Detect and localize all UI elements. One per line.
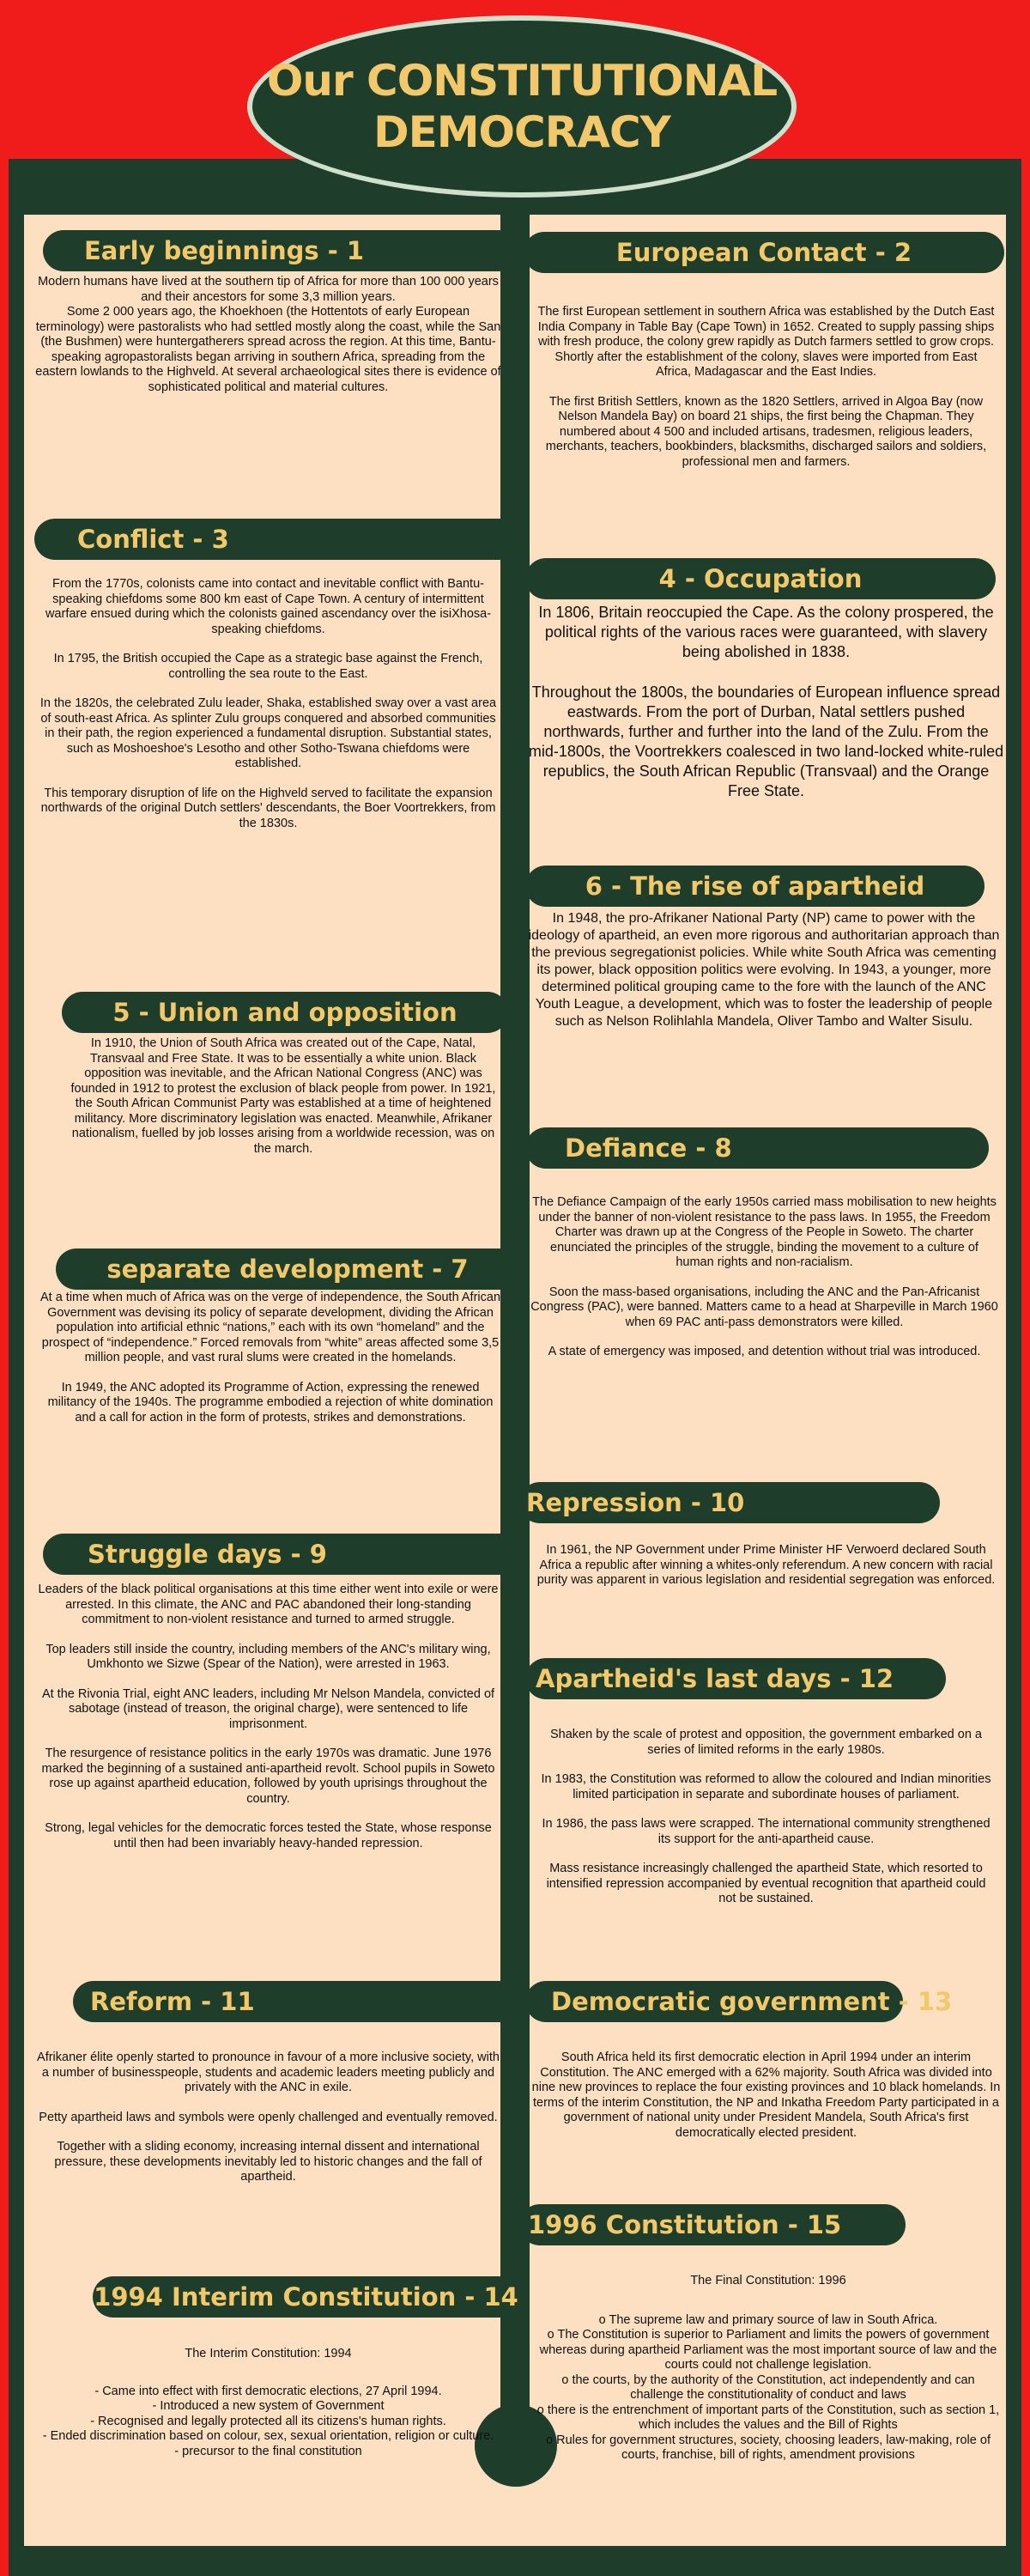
paragraph: In 1961, the NP Government under Prime Minister HF Verwoerd declared South Africa a republic after winning a whites-only referendum. A new concern with racial purity was apparent in various legislation and residential segregation was enforced. [536, 1543, 996, 1587]
paragraph: In 1910, the Union of South Africa was created out of the Cape, Natal, Transvaal and Free State. It was to be essentially a white union. Black opposition was inevitable, and the African National Congress (ANC) was founded in 1912 to protest the exclusion of black people from power. In 1921, the South African Communist Party was established at a time of heightened militancy. More discriminatory legislation was enacted. Meanwhile, Afrikaner nationalism, fuelled by job losses arising from a worldwide recession, was on the march. [70, 1036, 496, 1156]
paragraph: The Defiance Campaign of the early 1950s carried mass mobilisation to new heights under the banner of non-violent resistance to the pass laws. In 1955, the Freedom Charter was drawn up at the Congress of the People in Soweto. The charter enunciated the principles of the struggle, binding the movement to a culture of human rights and non-racialism. [532, 1195, 997, 1269]
paragraph: The first European settlement in southern Africa was established by the Dutch East India Company in Table Bay (Cape Town) in 1652. Created to supply passing ships with fresh produce, the colony grew rapidly as Dutch farmers settled to grow crops. Shortly after the establishment of the colony, slaves were imported from East Africa, Madagascar and the East Indies. [537, 305, 995, 379]
text-early-beginnings [34, 275, 502, 395]
heading-reform: Reform - 11 [73, 1981, 519, 2022]
text-1996-constitution [536, 2274, 1000, 2464]
paragraph: At a time when much of Africa was on the verge of independence, the South African Government was devising its policy of separate development, dividing the African population into artificial ethnic “nations,” each with its own “homeland” and the prospect of “independence.” Forced removals from “white” areas affected some 3,5 million people, and vast rural slums were created in the homelands. [39, 1291, 501, 1364]
paragraph: Some 2 000 years ago, the Khoekhoen (the Hottentots of early European terminology) were pastoralists who had settled mostly along the coast, while the San (the Bushmen) were huntergatherers spread across the region. At this time, Bantu-speaking agropastoralists began arriving in southern Africa, spreading from the eastern lowlands to the Highveld. At several archaeological sites there is evidence of sophisticated political and material cultures. [35, 305, 501, 394]
paragraph: A state of emergency was imposed, and detention without trial was introduced. [548, 1345, 981, 1358]
heading-1996-constitution: 1996 Constitution - 15 [519, 2204, 906, 2245]
text-defiance [530, 1195, 998, 1360]
title-oval [247, 15, 797, 197]
text-european-contact [536, 305, 996, 470]
heading-defiance: Defiance - 8 [525, 1127, 989, 1169]
paragraph: From the 1770s, colonists came into contact and inevitable conflict with Bantu-speaking chiefdoms some 800 km east of Cape Town. A century of intermittent warfare ensued during which the colonists gained ascendancy over the isiXhosa-speaking chiefdoms. [45, 577, 492, 636]
paragraph: Throughout the 1800s, the boundaries of European influence spread eastwards. From the port of Durban, Natal settlers pushed northwards, further and further into the land of the Zulu. From the mid-1800s, the Voortrekkers coalesced in two land-locked white-ruled republics, the South African Republic (Transvaal) and the Orange Free State. [528, 683, 1004, 799]
heading-early-beginnings: Early beginnings - 1 [43, 230, 519, 271]
paragraph: Shaken by the scale of protest and opposition, the government embarked on a series of limited reforms in the early 1980s. [550, 1728, 982, 1757]
text-apartheid-last-days [536, 1728, 996, 1907]
text-union-opposition [64, 1036, 502, 1157]
paragraph: Afrikaner élite openly started to pronounce in favour of a more inclusive society, with a number of businesspeople, students and academic leaders meeting publicly and privately with the ANC in exile. [37, 2050, 500, 2094]
title-line-2: DEMOCRACY [373, 107, 670, 157]
heading-european-contact: European Contact - 2 [524, 232, 1004, 273]
paragraph: o The supreme law and primary source of law in South Africa. o The Constitution is superior to Parliament and limits the powers of government whereas during apartheid Parliament was the most important source of law and the courts could not challenge legislation. o the courts, by the authority of the Constitution, act independently and can challenge the constitutionality of conduct and laws o there is the entrenchment of important parts of the Constitution, such as section 1, which includes the values and the Bill of Rights o Rules for government structures, society, choosing leaders, law-making, role of courts, franchise, bill of rights, amendment provisions [536, 2312, 1000, 2462]
heading-rise-of-apartheid: 6 - The rise of apartheid [525, 866, 985, 907]
paragraph: In 1806, Britain reoccupied the Cape. As the colony prospered, the political rights of the various races were guaranteed, with slavery being abolished in 1838. [538, 604, 994, 660]
heading-struggle-days: Struggle days - 9 [43, 1534, 519, 1575]
paragraph: In 1986, the pass laws were scrapped. The international community strengthened its support for the anti-apartheid cause. [542, 1817, 991, 1846]
paragraph: Petty apartheid laws and symbols were openly challenged and eventually removed. [39, 2110, 498, 2124]
text-occupation [528, 603, 1004, 801]
heading-conflict: Conflict - 3 [34, 519, 519, 560]
text-reform [34, 2050, 502, 2185]
paragraph: Mass resistance increasingly challenged the apartheid State, which resorted to intensified repression accompanied by eventual recognition that apartheid could not be sustained. [546, 1862, 986, 1905]
heading-apartheid-last-days: Apartheid's last days - 12 [525, 1658, 946, 1699]
paragraph: The Final Constitution: 1996 [690, 2274, 846, 2287]
red-right-edge [1021, 159, 1030, 2576]
heading-occupation: 4 - Occupation [525, 558, 996, 599]
paragraph: In the 1820s, the celebrated Zulu leader, Shaka, established sway over a vast area of south-east Africa. As splinter Zulu groups conquered and absorbed communities in their path, the region experienced a fundamental disruption. Substantial states, such as Moshoeshoe's Lesotho and other Sotho-Tswana chiefdoms were established. [39, 696, 497, 770]
heading-separate-development: separate development - 7 [56, 1249, 519, 1290]
heading-union-opposition: 5 - Union and opposition [62, 992, 508, 1033]
paragraph: Modern humans have lived at the southern tip of Africa for more than 100 000 years and their ancestors for some 3,3 million years. [38, 275, 499, 304]
paragraph: Leaders of the black political organisations at this time either went into exile or were arrested. In this climate, the ANC and PAC abandoned their long-standing commitment to non-violent resistance and turned to armed struggle. [38, 1583, 499, 1626]
paragraph: This temporary disruption of life on the Highveld served to facilitate the expansion northwards of the original Dutch settlers' descendants, the Boer Voortrekkers, from the 1830s. [40, 786, 496, 830]
paragraph: In 1949, the ANC adopted its Programme of Action, expressing the renewed militancy of the 1940s. The programme embodied a rejection of white domination and a call for action in the form of protests, strikes and demonstrations. [47, 1380, 494, 1425]
title-line-1: Our CONSTITUTIONAL [266, 56, 778, 106]
text-democratic-government [528, 2050, 1004, 2141]
red-left-edge [0, 159, 9, 2576]
paragraph: South Africa held its first democratic election in April 1994 under an interim Constitution. The ANC emerged with a 62% majority. South Africa was divided into nine new provinces to replace the four existing provinces and 10 black homelands. In terms of the interim Constitution, the NP and Inkatha Freedom Party participated in a government of national unity under President Mandela, South Africa's first democratically elected president. [531, 2050, 1001, 2140]
paragraph: In 1983, the Constitution was reformed to allow the coloured and Indian minorities limited participation in separate and subordinate houses of parliament. [541, 1772, 991, 1801]
paragraph: - Came into effect with first democratic elections, 27 April 1994. - Introduced a new system of Government - Recognised and legally protected all its citizens's human rights. - Ended discrimination based on colour, sex, sexual orientation, religion or culture. - precursor to the final constitution [42, 2384, 494, 2458]
paragraph: The first British Settlers, known as the 1820 Settlers, arrived in Algoa Bay (now Nelson Mandela Bay) on board 21 ships, the first being the Chapman. They numbered about 4 500 and included artisans, tradesmen, religious leaders, merchants, teachers, bookbinders, blacksmiths, discharged sailors and soldiers, professional men and farmers. [545, 394, 987, 469]
heading-repression: Repression - 10 [519, 1482, 940, 1523]
paragraph: In 1948, the pro-Afrikaner National Party (NP) came to power with the ideology of apartheid, an even more rigorous and authoritarian approach than the previous segregationist policies. While white South Africa was cementing its power, black opposition politics were evolving. In 1943, a younger, more determined political grouping came to the fore with the launch of the ANC Youth League, a development, which was to foster the leadership of people such as Nelson Rolihlahla Mandela, Oliver Tambo and Walter Sisulu. [528, 911, 1000, 1029]
text-separate-development [39, 1291, 502, 1425]
paragraph: The Interim Constitution: 1994 [185, 2347, 352, 2360]
paragraph: Strong, legal vehicles for the democratic forces tested the State, whose response until then had been invariably heavy-handed repression. [45, 1821, 492, 1850]
paragraph: In 1795, the British occupied the Cape as a strategic base against the French, controlling the sea route to the East. [53, 652, 483, 681]
heading-interim-constitution: 1994 Interim Constitution - 14 [93, 2276, 519, 2318]
paragraph: Soon the mass-based organisations, including the ANC and the Pan-Africanist Congress (PAC), were banned. Matters came to a head at Sharpeville in March 1960 when 69 PAC anti-pass demonstrators were killed. [530, 1285, 998, 1329]
text-repression [532, 1543, 1000, 1589]
text-struggle-days [34, 1583, 502, 1851]
paragraph: The resurgence of resistance politics in the early 1970s was dramatic. June 1976 marked the beginning of a sustained anti-apartheid revolt. School pupils in Soweto rose up against apartheid education, followed by youth uprisings throughout the country. [41, 1747, 495, 1806]
paragraph: Together with a sliding economy, increasing internal dissent and international pressure, these developments inevitably led to historic changes and the fall of apartheid. [54, 2140, 482, 2184]
text-conflict [39, 577, 498, 831]
paragraph: At the Rivonia Trial, eight ANC leaders, including Mr Nelson Mandela, convicted of sabotage (instead of treason, the original charge), were sentenced to life imprisonment. [41, 1686, 495, 1731]
paragraph: Top leaders still inside the country, including members of the ANC's military wing, Umkhonto we Sizwe (Spear of the Nation), were arrested in 1963. [45, 1642, 491, 1671]
text-rise-of-apartheid [528, 910, 1000, 1030]
text-interim-constitution [34, 2347, 502, 2459]
heading-democratic-government: Democratic government - 13 [525, 1981, 903, 2022]
